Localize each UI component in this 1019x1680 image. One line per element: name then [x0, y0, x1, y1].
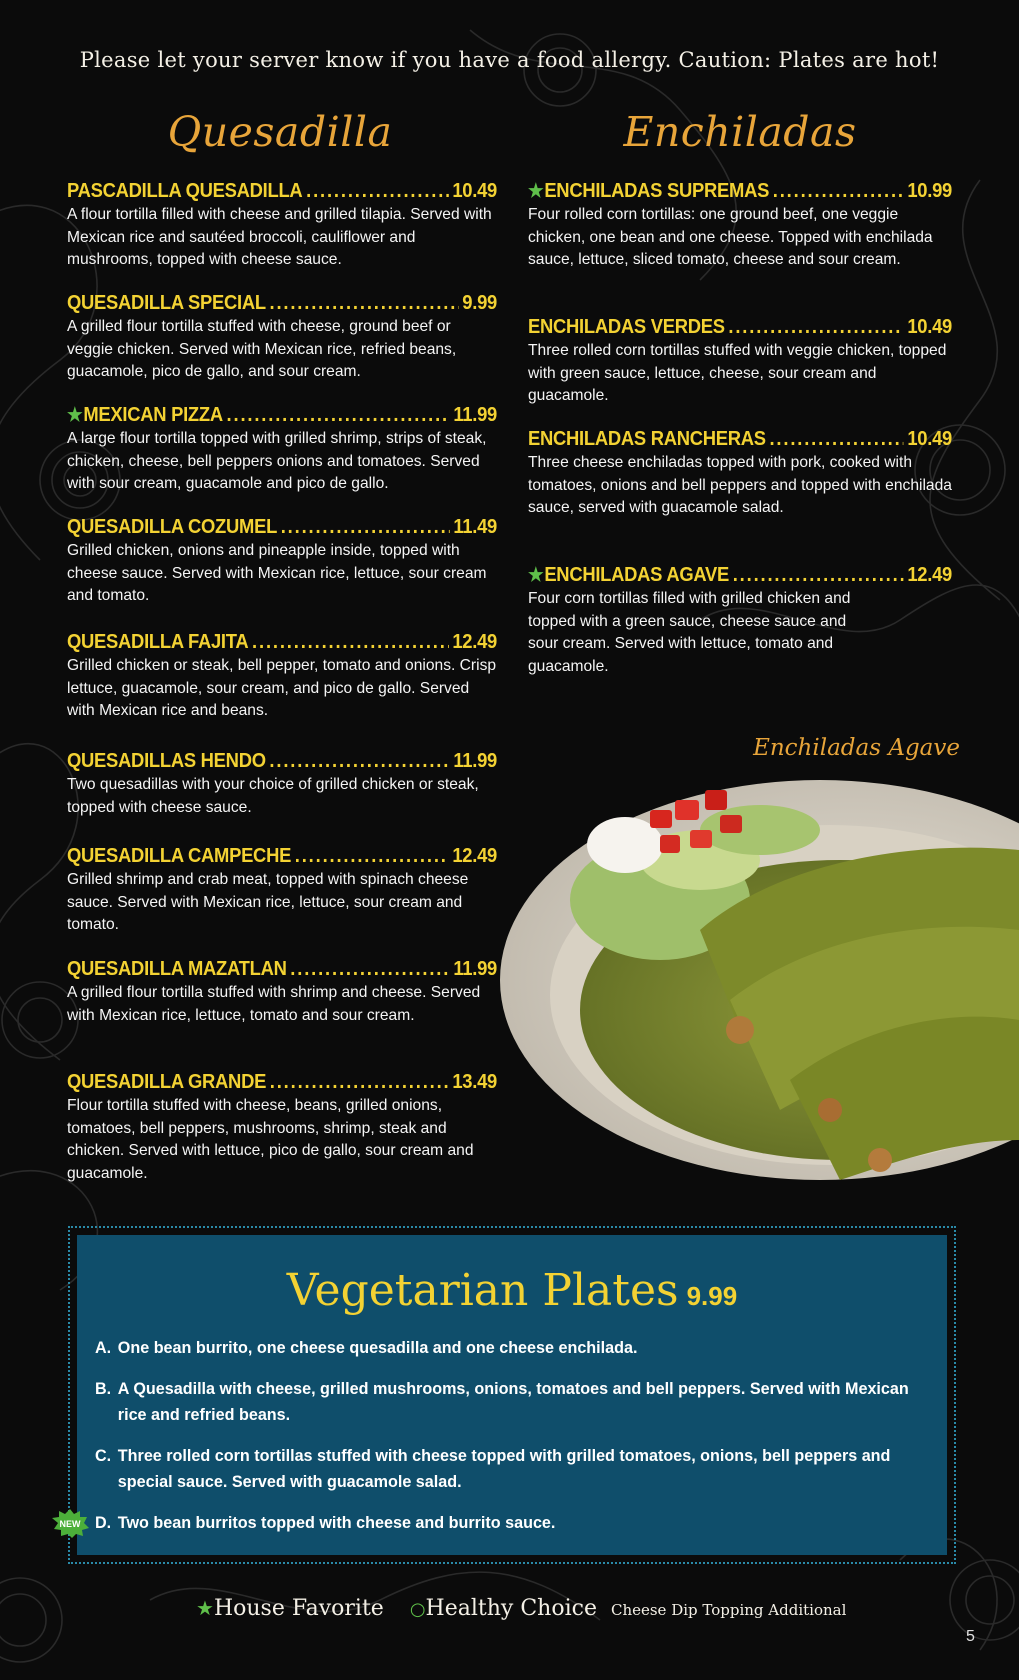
leader-dots [281, 516, 450, 539]
leader-dots [728, 316, 903, 339]
item-price: 11.99 [453, 958, 498, 980]
vegetarian-option [95, 1510, 933, 1536]
vegetarian-option [95, 1443, 933, 1495]
menu-item [528, 428, 952, 520]
item-description: Grilled chicken, onions and pineapple inside, topped with cheese sauce. Served with Mexican rice, lettuce, sour cream and tomato. [67, 542, 487, 604]
vegetarian-plates-heading [77, 1265, 947, 1316]
menu-item [67, 1071, 497, 1185]
quesadilla-heading: Quesadilla [167, 108, 393, 156]
item-description: Grilled chicken or steak, bell pepper, tomato and onions. Crisp lettuce, guacamole, sour cream, and pico de gallo. Served with Mexican rice and beans. [67, 657, 497, 719]
item-name: PASCADILLA QUESADILLA [67, 180, 303, 202]
item-price: 11.99 [453, 404, 498, 426]
legend-healthy-choice-label: Healthy Choice [425, 1596, 597, 1621]
enchiladas-heading: Enchiladas [623, 108, 857, 156]
option-letter: A. [95, 1338, 112, 1357]
item-price: 9.99 [462, 292, 498, 314]
vegetarian-price: 9.99 [686, 1281, 738, 1311]
option-text: A Quesadilla with cheese, grilled mushrooms, onions, tomatoes and bell peppers. Served with Mexican rice and refried beans. [117, 1379, 909, 1424]
menu-item [67, 292, 497, 384]
leader-dots [290, 958, 449, 981]
item-description: Four corn tortillas filled with grilled chicken and topped with a green sauce, cheese sauce and sour cream. Served with lettuce, tomato and guacamole. [528, 590, 851, 675]
menu-item [67, 750, 497, 819]
legend-house-favorite [196, 1596, 384, 1621]
new-badge-label: NEW [59, 1519, 81, 1529]
vegetarian-option [95, 1376, 933, 1428]
item-name: ENCHILADAS SUPREMAS [544, 180, 770, 202]
item-description: A grilled flour tortilla stuffed with shrimp and cheese. Served with Mexican rice, lettuce, tomato and sour cream. [67, 984, 481, 1024]
item-description: Two quesadillas with your choice of grilled chicken or steak, topped with cheese sauce. [67, 776, 479, 816]
item-price: 12.49 [452, 631, 498, 653]
legend-healthy-choice [410, 1596, 597, 1621]
item-description: A grilled flour tortilla stuffed with cheese, ground beef or veggie chicken. Served with Mexican rice, refried beans, guacamole, pico de gallo, and sour cream. [67, 318, 457, 380]
star-icon: ★ [528, 181, 544, 202]
menu-item [67, 845, 497, 937]
item-price: 12.49 [907, 564, 953, 586]
item-price: 10.49 [907, 428, 953, 450]
item-name: ENCHILADAS AGAVE [544, 564, 730, 586]
allergy-caution-note: Please let your server know if you have a food allergy. Caution: Plates are hot! [79, 48, 940, 72]
item-description: A large flour tortilla topped with grilled shrimp, strips of steak, chicken, cheese, bell peppers onions and tomatoes. Served with sour cream, guacamole and pico de gallo. [67, 430, 487, 492]
leader-dots [769, 428, 903, 451]
option-letter: D. [95, 1513, 112, 1532]
leader-dots [270, 292, 459, 315]
menu-item [528, 316, 952, 408]
menu-item [67, 180, 497, 272]
menu-item [67, 516, 497, 608]
item-name: ENCHILADAS RANCHERAS [528, 428, 766, 450]
leader-dots [733, 564, 904, 587]
item-price: 10.49 [452, 180, 498, 202]
photo-caption: Enchiladas Agave [753, 735, 960, 761]
page-number: 5 [966, 1628, 975, 1645]
item-name: QUESADILLA CAMPECHE [67, 845, 292, 867]
item-description: Four rolled corn tortillas: one ground beef, one veggie chicken, one bean and one cheese. Topped with enchilada sauce, lettuce, sliced tomato, cheese and sour cream. [528, 206, 933, 268]
item-price: 10.99 [907, 180, 953, 202]
new-badge-icon [50, 1508, 90, 1538]
option-letter: B. [95, 1379, 112, 1398]
enchiladas-agave-photo [500, 780, 1019, 1194]
leader-dots [306, 180, 449, 203]
option-text: Three rolled corn tortillas stuffed with cheese topped with grilled tomatoes, onions, bell peppers and special sauce. Served with guacamole salad. [117, 1446, 891, 1491]
cheese-dip-note: Cheese Dip Topping Additional [610, 1601, 847, 1619]
item-name: QUESADILLA COZUMEL [67, 516, 278, 538]
leader-dots [270, 1071, 449, 1094]
option-letter: C. [95, 1446, 112, 1465]
vegetarian-option [95, 1335, 933, 1361]
leader-dots [252, 631, 449, 654]
menu-item [528, 564, 952, 678]
star-icon: ★ [196, 1596, 214, 1620]
leader-dots [295, 845, 449, 868]
item-price: 11.49 [453, 516, 498, 538]
item-name: ENCHILADAS VERDES [528, 316, 725, 338]
item-name: QUESADILLAS HENDO [67, 750, 266, 772]
item-price: 10.49 [907, 316, 953, 338]
menu-item [528, 180, 952, 272]
option-text: Two bean burritos topped with cheese and burrito sauce. [117, 1513, 556, 1532]
item-name: QUESADILLA GRANDE [67, 1071, 267, 1093]
item-description: A flour tortilla filled with cheese and grilled tilapia. Served with Mexican rice and sautéed broccoli, cauliflower and mushrooms, topped with cheese sauce. [67, 206, 492, 268]
item-price: 12.49 [452, 845, 498, 867]
item-price: 11.99 [453, 750, 498, 772]
vegetarian-plates-box [68, 1226, 956, 1564]
item-name: QUESADILLA FAJITA [67, 631, 249, 653]
vegetarian-plates-panel [77, 1235, 947, 1555]
leader-dots [227, 404, 450, 427]
item-name: QUESADILLA SPECIAL [67, 292, 266, 314]
vegetarian-options-list [95, 1335, 935, 1551]
star-icon: ★ [528, 565, 544, 586]
item-price: 13.49 [452, 1071, 498, 1093]
legend-footer [196, 1596, 846, 1621]
leaf-circle-icon: ○ [409, 1599, 426, 1620]
option-text: One bean burrito, one cheese quesadilla and one cheese enchilada. [117, 1338, 638, 1357]
item-name: QUESADILLA MAZATLAN [67, 958, 287, 980]
legend-house-favorite-label: House Favorite [213, 1596, 384, 1621]
star-icon: ★ [67, 405, 83, 426]
leader-dots [773, 180, 904, 203]
menu-item [67, 631, 497, 723]
item-description: Three rolled corn tortillas stuffed with veggie chicken, topped with green sauce, lettuce, cheese, sour cream and guacamole. [528, 342, 947, 404]
item-name: MEXICAN PIZZA [83, 404, 223, 426]
item-description: Three cheese enchiladas topped with pork, cooked with tomatoes, onions and bell peppers and topped with enchilada sauce, served with guacamole salad. [528, 454, 952, 516]
menu-item [67, 958, 497, 1027]
menu-item [67, 404, 497, 496]
leader-dots [269, 750, 449, 773]
vegetarian-title: Vegetarian Plates [286, 1265, 679, 1316]
item-description: Grilled shrimp and crab meat, topped with spinach cheese sauce. Served with Mexican rice, lettuce, sour cream and tomato. [67, 871, 469, 933]
item-description: Flour tortilla stuffed with cheese, beans, grilled onions, tomatoes, bell peppers, mushrooms, shrimp, steak and chicken. Served with lettuce, pico de gallo, sour cream and guacamole. [67, 1097, 474, 1182]
